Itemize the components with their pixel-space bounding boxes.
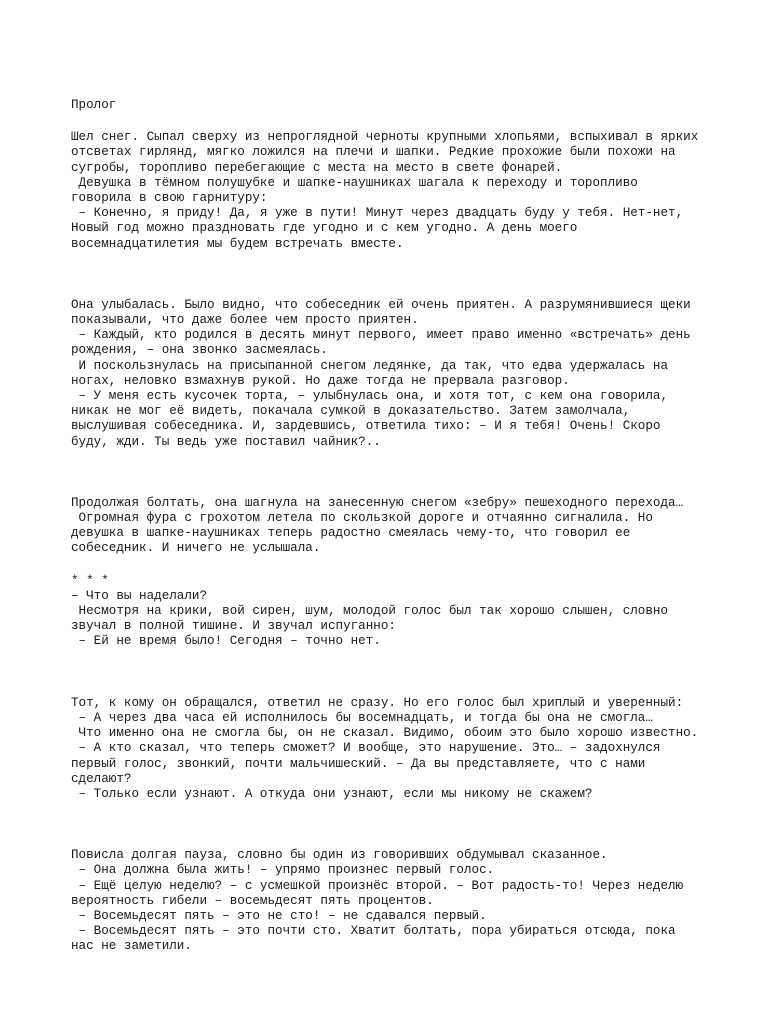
paragraph-gap bbox=[71, 252, 711, 298]
text-line: отсветах гирлянд, мягко ложился на плечи и шапки. Редкие прохожие были похожи на bbox=[71, 145, 676, 160]
text-line: девушка в шапке-наушниках теперь радостно смеялась чему-то, что говорил ее bbox=[71, 526, 631, 541]
paragraph-gap bbox=[71, 650, 711, 696]
text-line: Огромная фура с грохотом летела по скользкой дороге и отчаянно сигналила. Но bbox=[71, 511, 653, 526]
text-line: – Каждый, кто родился в десять минут первого, имеет право именно «встречать» день bbox=[71, 328, 691, 343]
paragraph-gap bbox=[71, 557, 711, 574]
paragraph-gap bbox=[71, 802, 711, 848]
text-line: Что именно она не смогла бы, он не сказал. Видимо, обоим это было хорошо известно. bbox=[71, 726, 699, 741]
text-line: – Ей не время было! Сегодня – точно нет. bbox=[71, 634, 381, 649]
text-line: – Что вы наделали? bbox=[71, 588, 208, 603]
text-line: рождения, – она звонко засмеялась. bbox=[71, 343, 328, 358]
text-line: ногах, неловко взмахнув рукой. Но даже тогда не прервала разговор. bbox=[71, 373, 570, 388]
text-line: – Конечно, я приду! Да, я уже в пути! Минут через двадцать буду у тебя. Нет-нет, bbox=[71, 206, 684, 221]
scene-break: * * * bbox=[71, 573, 109, 588]
text-line: Девушка в тёмном полушубке и шапке-наушниках шагала к переходу и торопливо bbox=[71, 175, 638, 190]
paragraph-2 bbox=[71, 298, 711, 450]
text-line: сугробы, торопливо перебегающие с места на место в свете фонарей. bbox=[71, 160, 563, 175]
text-line: – Она должна была жить! – упрямо произнес первый голос. bbox=[71, 863, 495, 878]
text-line: Повисла долгая пауза, словно бы один из говоривших обдумывал сказанное. bbox=[71, 848, 608, 863]
paragraph-6 bbox=[71, 848, 711, 954]
text-line: – А кто сказал, что теперь сможет? И вообще, это нарушение. Это… – задохнулся bbox=[71, 741, 661, 756]
text-line: – Ещё целую неделю? – с усмешкой произнёс второй. – Вот радость-то! Через неделю bbox=[71, 878, 684, 893]
text-line: – У меня есть кусочек торта, – улыбнулась она, и хотя тот, с кем она говорила, bbox=[71, 389, 669, 404]
text-line: сделают? bbox=[71, 771, 132, 786]
text-line: восемнадцатилетия мы будем встречать вместе. bbox=[71, 236, 404, 251]
text-line: Тот, к кому он обращался, ответил не сразу. Но его голос был хриплый и уверенный: bbox=[71, 695, 684, 710]
text-line: никак не мог её видеть, покачала сумкой в доказательство. Затем замолчала, bbox=[71, 404, 631, 419]
paragraph-4 bbox=[71, 574, 711, 650]
text-line: Несмотря на крики, вой сирен, шум, молодой голос был так хорошо слышен, словно bbox=[71, 604, 669, 619]
text-line: – Восемьдесят пять – это почти сто. Хватит болтать, пора убираться отсюда, пока bbox=[71, 924, 676, 939]
text-line: И поскользнулась на присыпанной снегом ледянке, да так, что едва удержалась на bbox=[71, 358, 669, 373]
paragraph-gap bbox=[71, 450, 711, 496]
text-line: собеседник. И ничего не услышала. bbox=[71, 541, 321, 556]
paragraph-3 bbox=[71, 496, 711, 557]
paragraph-5 bbox=[71, 696, 711, 802]
text-line: – Восемьдесят пять – это не сто! – не сдавался первый. bbox=[71, 908, 487, 923]
paragraph-1 bbox=[71, 130, 711, 252]
text-line: первый голос, звонкий, почти мальчишеский. – Да вы представляете, что с нами bbox=[71, 756, 646, 771]
text-line: Шел снег. Сыпал сверху из непроглядной черноты крупными хлопьями, вспыхивал в ярких bbox=[71, 130, 699, 145]
text-line: показывали, что даже более чем просто приятен. bbox=[71, 313, 419, 328]
text-line: выслушивая собеседника. И, зардевшись, ответила тихо: – И я тебя! Очень! Скоро bbox=[71, 419, 661, 434]
text-line: Новый год можно праздновать где угодно и с кем угодно. А день моего bbox=[71, 221, 578, 236]
text-line: говорила в свою гарнитуру: bbox=[71, 191, 268, 206]
text-line: Она улыбалась. Было видно, что собеседник ей очень приятен. А разрумянившиеся щеки bbox=[71, 297, 691, 312]
chapter-title: Пролог bbox=[71, 98, 117, 112]
text-line: звучал в полной тишине. И звучал испуганно: bbox=[71, 619, 396, 634]
document-page bbox=[71, 98, 711, 955]
text-line: Продолжая болтать, она шагнула на занесенную снегом «зебру» пешеходного перехода… bbox=[71, 495, 684, 510]
text-line: – А через два часа ей исполнилось бы восемнадцать, и тогда бы она не смогла… bbox=[71, 710, 653, 725]
text-line: вероятность гибели – восемьдесят пять процентов. bbox=[71, 893, 434, 908]
text-line: нас не заметили. bbox=[71, 939, 192, 954]
text-line: буду, жди. Ты ведь уже поставил чайник?.. bbox=[71, 434, 381, 449]
text-line: – Только если узнают. А откуда они узнают, если мы никому не скажем? bbox=[71, 786, 593, 801]
